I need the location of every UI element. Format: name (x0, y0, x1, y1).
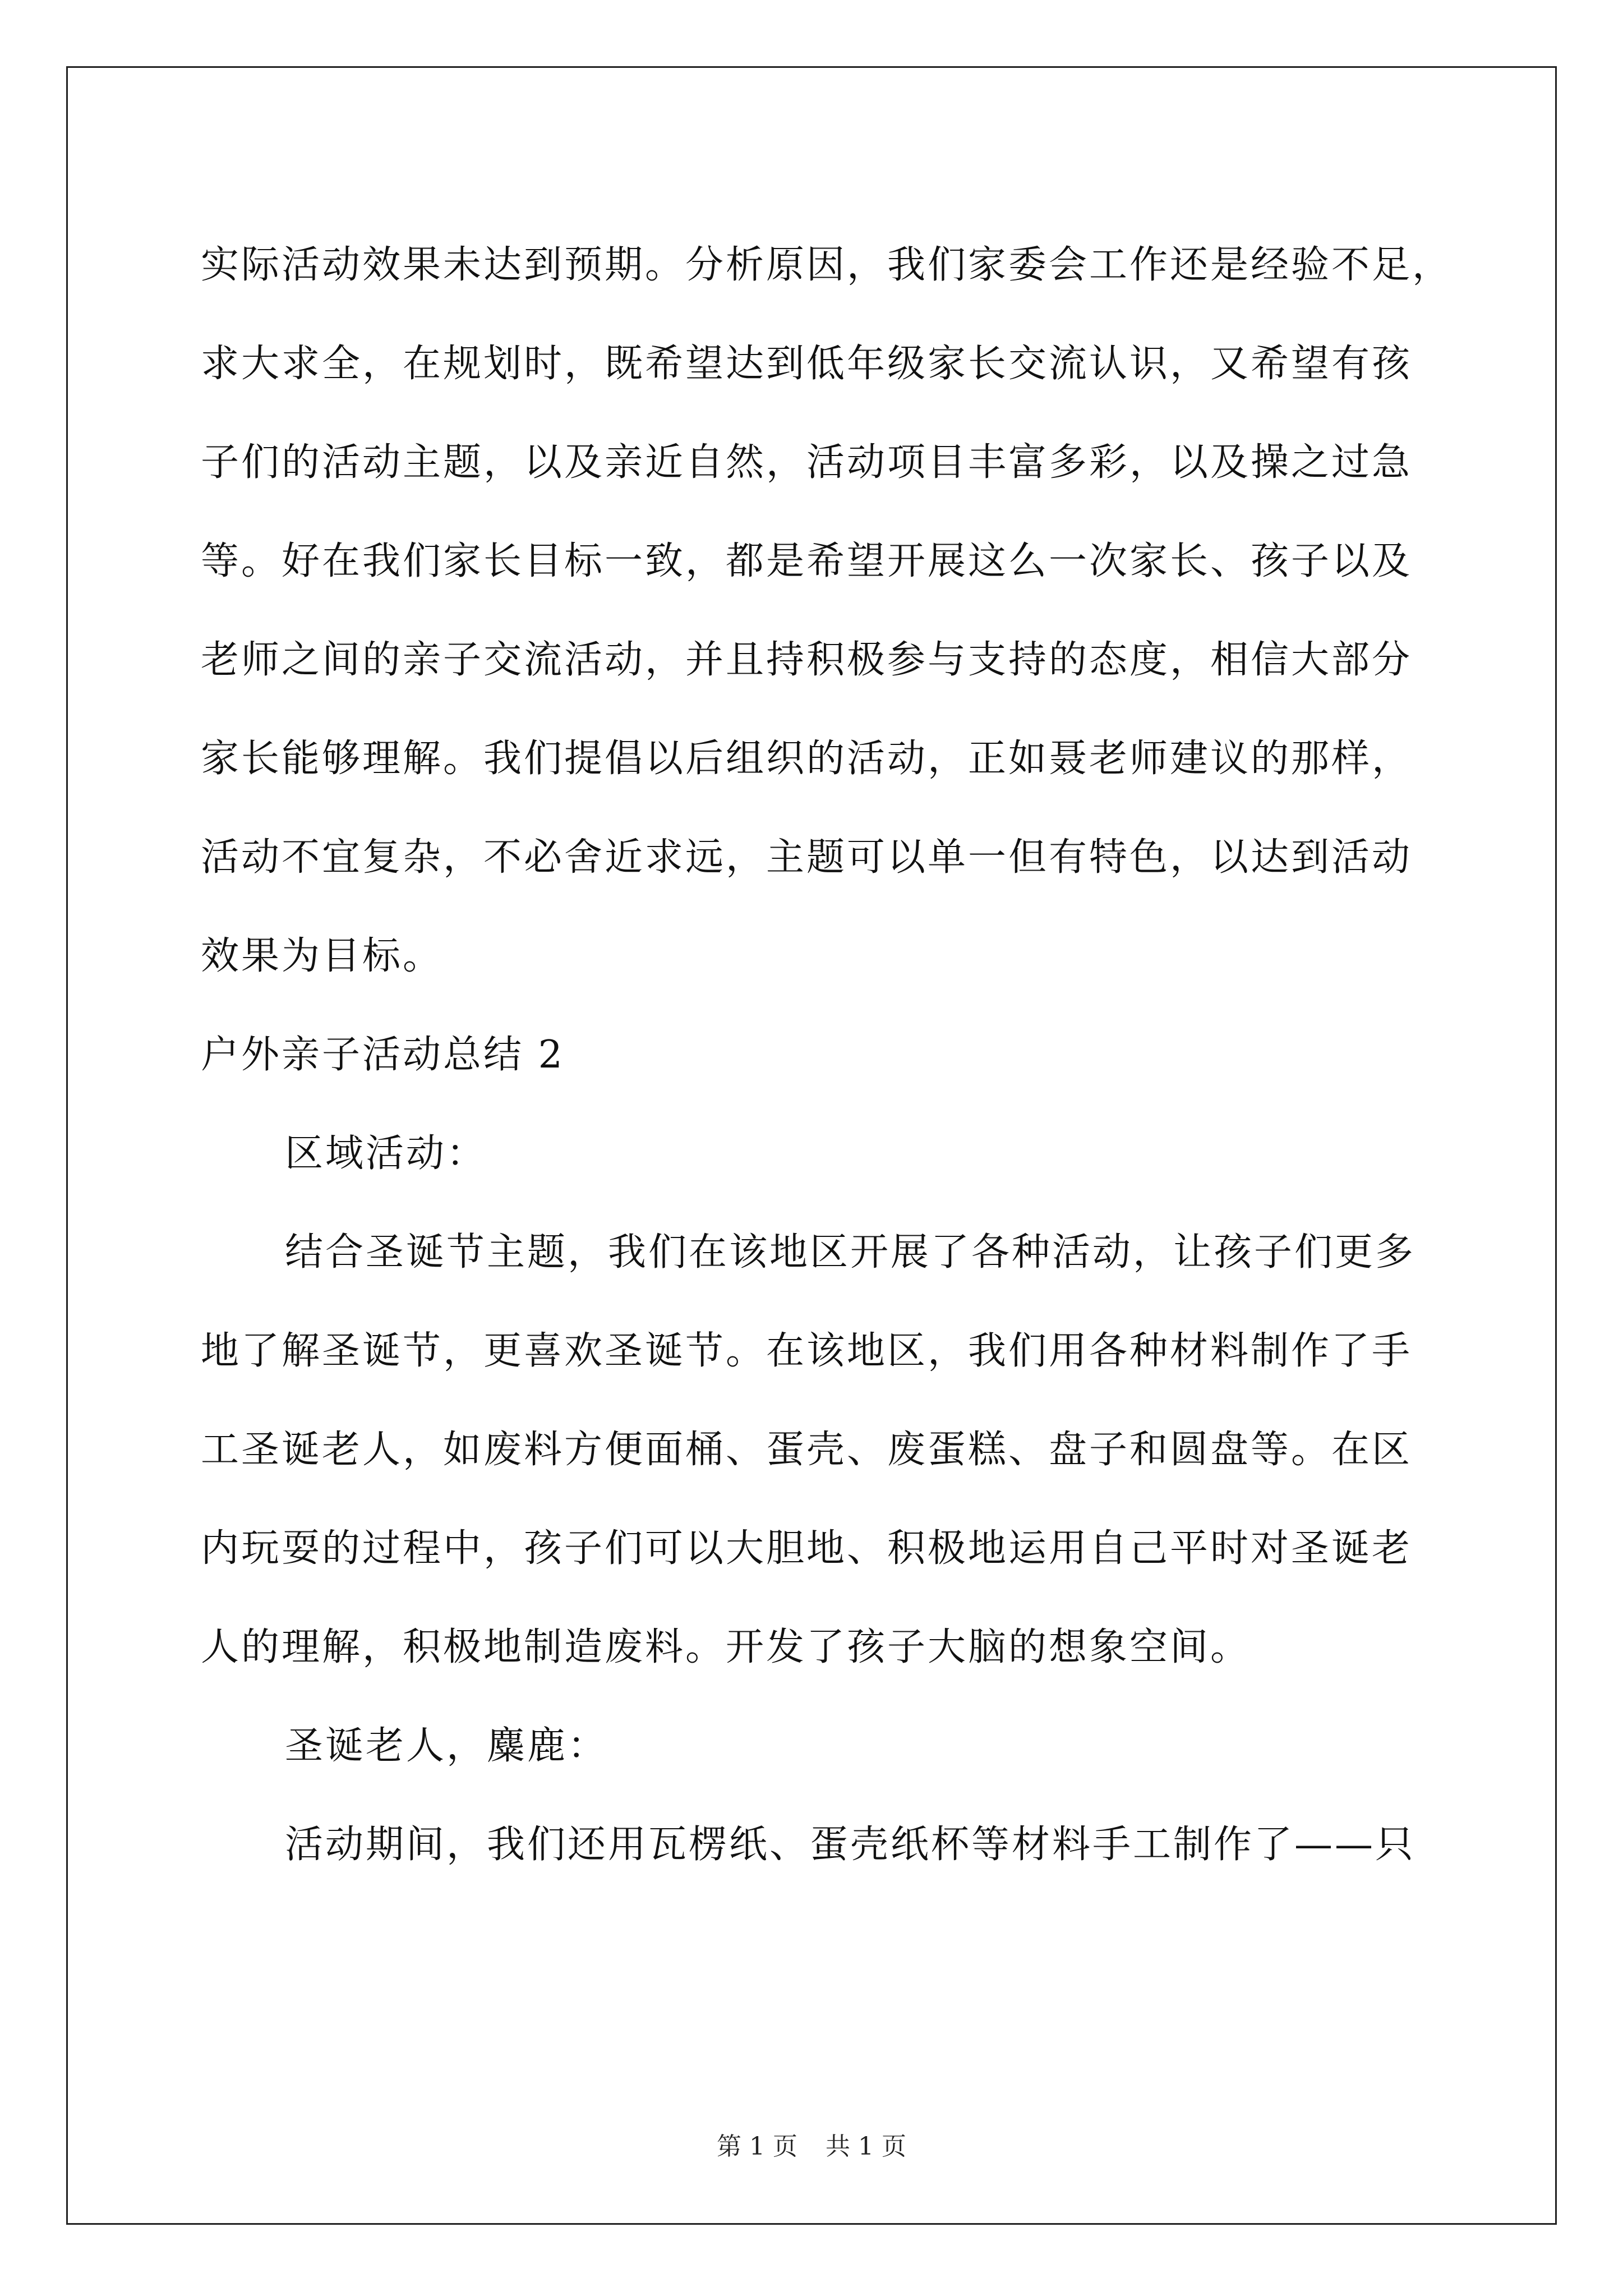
text-line: 结合圣诞节主题，我们在该地区开展了各种活动，让孩子们更多 (285, 1230, 1416, 1274)
text-line: 活动不宜复杂，不必舍近求远，主题可以单一但有特色，以达到活动 (201, 835, 1413, 880)
text-line: 家长能够理解。我们提倡以后组织的活动，正如聂老师建议的那样， (201, 737, 1413, 781)
text-line: 效果为目标。 (201, 934, 444, 978)
text-line: 实际活动效果未达到预期。分析原因，我们家委会工作还是经验不足， (201, 243, 1453, 287)
text-line: 内玩耍的过程中，孩子们可以大胆地、积极地运用自己平时对圣诞老 (201, 1526, 1413, 1571)
page-footer (0, 2126, 1623, 2162)
text-line: 活动期间，我们还用瓦楞纸、蛋壳纸杯等材料手工制作了——只 (285, 1823, 1416, 1867)
page-number: 第 1 页 (717, 2132, 797, 2161)
subheading: 圣诞老人，麋鹿： (285, 1724, 608, 1768)
text-line: 子们的活动主题，以及亲近自然，活动项目丰富多彩，以及操之过急 (201, 440, 1413, 485)
subheading: 区域活动： (285, 1131, 487, 1176)
text-line: 人的理解，积极地制造废料。开发了孩子大脑的想象空间。 (201, 1625, 1251, 1669)
page-total: 共 1 页 (826, 2132, 906, 2161)
document-body (201, 216, 1463, 1894)
text-line: 地了解圣诞节，更喜欢圣诞节。在该地区，我们用各种材料制作了手 (201, 1329, 1413, 1373)
section-title: 户外亲子活动总结 2 (201, 1033, 565, 1077)
text-line: 老师之间的亲子交流活动，并且持积极参与支持的态度，相信大部分 (201, 638, 1413, 682)
text-line: 等。好在我们家长目标一致，都是希望开展这么一次家长、孩子以及 (201, 539, 1413, 583)
text-line: 求大求全，在规划时，既希望达到低年级家长交流认识，又希望有孩 (201, 342, 1413, 386)
text-line: 工圣诞老人，如废料方便面桶、蛋壳、废蛋糕、盘子和圆盘等。在区 (201, 1428, 1413, 1472)
